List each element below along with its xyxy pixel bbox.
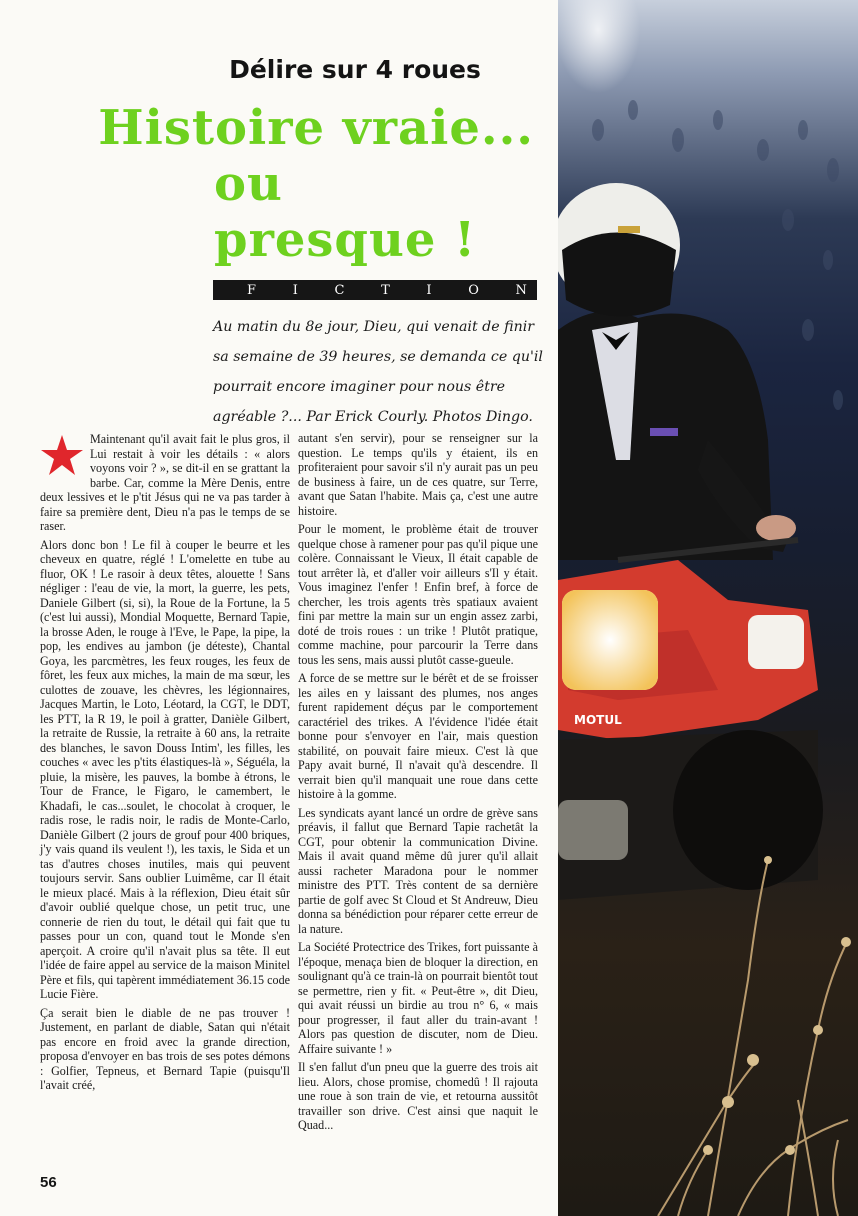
rubric-letter: N: [515, 282, 527, 298]
paragraph: Les syndicats ayant lancé un ordre de grève sans préavis, il fallut que Bernard Tapie rachetât la CGT, pour obtenir la communication Divine. Mais il avait quand même dû jurer qu'il allait aussi racheter Maradona pour le nommer ministre des PTT. Très content de sa dernière partie de golf avec St Cloud et St Andreuw, Dieu donna sa bénédiction pour réparer cette erreur de la nature.: [298, 805, 538, 936]
paragraph: A force de se mettre sur le bérêt et de se froisser les ailes en y laissant des plumes, nos anges furent rapidement déçus par le comportement caractériel des trikes. A l'évidence l'idée était bonne pour s'envoyer en l'air, mais question stabilité, on pouvait faire mieux. C'est là que Papy avait burné, Il n'avait qu'à descendre. Il verrait bien qu'il manquait une roue dans cette histoire à la gomme.: [298, 671, 538, 801]
rubric-letter: O: [468, 282, 479, 298]
rubric-bar: [213, 280, 537, 300]
paragraph: Alors donc bon ! Le fil à couper le beurre et les cheveux en quatre, réglé ! L'omelette en tube au fluor, OK ! Le rasoir à deux têtes, alouette ! Sans négliger : l'eau de vie, la mort, la guerre, les pets, Daniele Gilbert (si, si), la Roue de la Fortune, la 5 (c'est lui aussi), Mondial Moquette, Bernard Tapie, la brosse Aden, le rouge à l'Eve, le Pape, la pipe, la pop, les endives au jambon (je déteste), Chantal Goya, les parcmètres, les feux rouges, les feux de fôret, les feux aux miches, la main de ma sœur, les culottes de zouave, les chèvres, les légionnaires, Jacques Martin, le Loto, Léotard, la CGT, le DDT, les PTT, la R 19, le poil à gratter, Danièle Gilbert, la retraite de Russie, la retraite à 60 ans, la retraite des blanches, le savon Douss Intim', les filles, les couches « avec les p'tits élastiques-là », Séguéla, la pluie, la misère, les pauves, la bombe à étrons, le Tour de France, le Figaro, le camembert, le Khadafi, le cas...soulet, le chocolat à croquer, le radis rose, le radis noir, le radis de Monte-Carlo, Danièle Gilbert (2 jours de grouf pour 400 briques, j'y vais quand ils veulent !), les taxis, le Sida et un tas d'autres choses inutiles, mais qui peuvent toujours servir. Sans oublier Luimême, car Il était le mieux placé. Mais à la réflexion, Dieu était sûr d'avoir oublié quelque chose, un petit truc, une connerie de rien du tout, le détail qui fait que tu passes pour un con, quand tout le Monde s'en aperçoit. A croire qu'il n'avait plus sa tête. Il eut l'idée de faire appel au service de la maison Minitel Père et fils, qui tapèrent immédiatement 36.15 code Lucie Fière.: [40, 537, 290, 1001]
helmet-visor: [562, 233, 676, 317]
kicker-title: Délire sur 4 roues: [229, 55, 481, 84]
rubric-letter: I: [292, 282, 298, 298]
headline: [40, 100, 550, 268]
paragraph: La Société Protectrice des Trikes, fort puissante à l'époque, menaça bien de bloquer la direction, en soulignant qu'à ce train-là on pourrait bientôt tout se permettre, rien y fit. « Peut-être », dit Dieu, qui avait réussi un birdie au trou n° 6, « mais pour progresser, il faut aller du train-avant ! Alors pas question de discuter, nom de Dieu. Affaire suivante ! »: [298, 940, 538, 1056]
rubric-letter: T: [381, 282, 390, 298]
wheel: [673, 730, 823, 890]
helmet-badge: [618, 226, 640, 233]
rider-hand: [756, 515, 796, 541]
rubric-letter: F: [247, 282, 257, 298]
page-number: 56: [40, 1174, 57, 1191]
headline-line-2: ou: [214, 156, 283, 212]
side-panel: [748, 615, 804, 669]
headline-line-1: Histoire vraie...: [98, 100, 534, 156]
photo-illustration: [558, 0, 858, 1216]
paragraph: autant s'en servir), pour se renseigner sur la question. Le temps qu'ils y étaient, ils en profiteraient pour savoir s'il n'y aurait pas un peu de business à faire, un de ces quatre, sur Terre, avant que Satan l'habite. Mais ça, c'est une autre histoire.: [298, 431, 538, 518]
paragraph: Pour le moment, le problème était de trouver quelque chose à ramener pour pas qu'il pique une colère. Connaissant le Vieux, Il était capable de tout arrêter là, et d'aller voir ailleurs s'Il y était. Vous imaginez l'enfer ! Enfin bref, à force de chercher, les trois agents très spatiaux avaient fini par mettre la main sur un engin assez zarbi, doté de trois roues : un trike ! Plutôt pratique, comme machine, pour parcourir la Terre dans tous les sens, mais aussi plutôt casse-gueule.: [298, 522, 538, 667]
pocket-square: [650, 428, 678, 436]
quad-rider-photo: [558, 0, 858, 1216]
bike-brand-label: MOTUL: [574, 713, 622, 727]
star-icon: [40, 434, 84, 476]
paragraph: Ça serait bien le diable de ne pas trouver ! Justement, en parlant de diable, Satan qui n'était pas encore en froid avec la grande direction, proposa d'envoyer en bas trois de ses potes démons : Golfier, Tepneus, et Bernard Tapie (puisqu'Il l'avait créé,: [40, 1005, 290, 1092]
paragraph: Maintenant qu'il avait fait le plus gros, il Lui restait à voir les détails : « alors voyons voir ? », se dit-il en se grattant la barbe. Car, comme la Mère Denis, entre deux lessives et le p'tit Jésus qui ne va pas tarder à faire sa première dent, Dieu n'a pas le temps de se raser.: [40, 432, 290, 533]
rubric-letter: I: [426, 282, 432, 298]
paragraph: Il s'en fallut d'un pneu que la guerre des trois ait lieu. Alors, chose promise, chomedû ! Il rajouta une roue à son train de vie, et retourna aussitôt travailler son drive. C'est ainsi que naquit le Quad...: [298, 1060, 538, 1132]
headlight-glow: [562, 590, 658, 690]
exhaust-pipe: [558, 800, 628, 860]
headline-line-3: presque !: [214, 212, 477, 268]
body-column-middle: [298, 431, 538, 1137]
rubric-letter: C: [334, 282, 345, 298]
body-column-left: [40, 432, 290, 1097]
dry-grass: [658, 860, 848, 1216]
standfirst: Au matin du 8e jour, Dieu, qui venait de finir sa semaine de 39 heures, se demanda ce qu'il pourrait encore imaginer pour nous être agréable ?... Par Erick Courly. Photos Dingo.: [213, 319, 543, 425]
